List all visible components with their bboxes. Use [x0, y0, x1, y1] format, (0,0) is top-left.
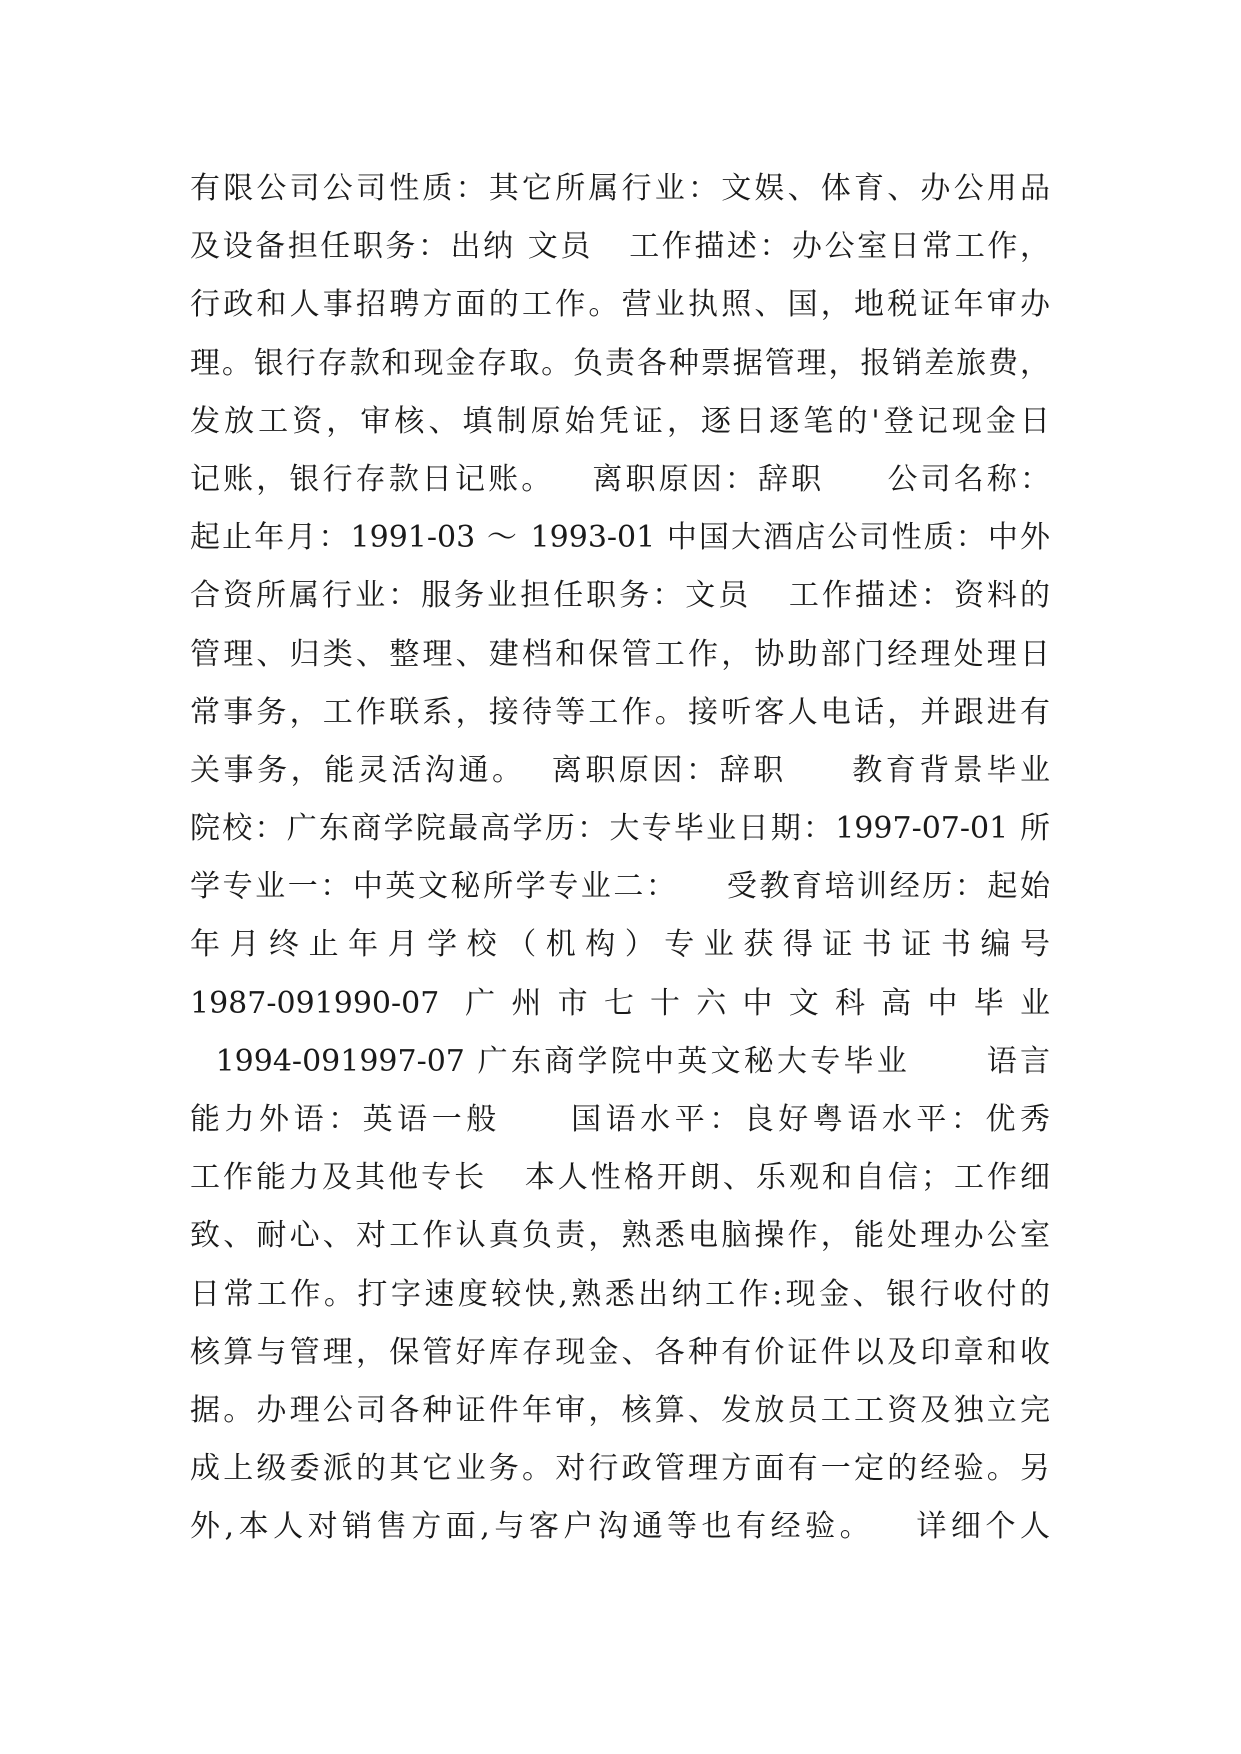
text-line: 及设备担任职务：出纳 文员 工作描述：办公室日常工作，	[190, 229, 1050, 265]
text-line: 致、耐心、对工作认真负责，熟悉电脑操作，能处理办公室	[190, 1218, 1050, 1254]
body-text	[190, 160, 1050, 1557]
text-line: 工作能力及其他专长 本人性格开朗、乐观和自信；工作细	[190, 1160, 1050, 1196]
text-line: 记账，银行存款日记账。 离职原因：辞职 公司名称：	[190, 461, 1050, 497]
text-line: 发放工资，审核、填制原始凭证，逐日逐笔的'登记现金日	[190, 403, 1050, 439]
text-line: 1994-091997-07 广东商学院中英文秘大专毕业 语言	[190, 1043, 1050, 1079]
text-line: 常事务，工作联系，接待等工作。接听客人电话，并跟进有	[190, 694, 1050, 730]
text-line: 有限公司公司性质：其它所属行业：文娱、体育、办公用品	[190, 171, 1050, 206]
text-line: 理。银行存款和现金存取。负责各种票据管理，报销差旅费，	[190, 345, 1050, 381]
text-line: 起止年月：1991-03 ～ 1993-01 中国大酒店公司性质：中外	[190, 520, 1050, 556]
text-line: 据。办理公司各种证件年审，核算、发放员工工资及独立完	[190, 1392, 1050, 1428]
text-line: 年月终止年月学校（机构）专业获得证书证书编号	[190, 927, 1050, 963]
text-line: 行政和人事招聘方面的工作。营业执照、国，地税证年审办	[190, 287, 1050, 323]
text-line: 成上级委派的其它业务。对行政管理方面有一定的经验。另	[190, 1451, 1050, 1487]
text-line: 学专业一：中英文秘所学专业二： 受教育培训经历：起始	[190, 869, 1050, 905]
text-line: 院校：广东商学院最高学历：大专毕业日期：1997-07-01 所	[190, 811, 1050, 847]
text-line: 日常工作。打字速度较快,熟悉出纳工作:现金、银行收付的	[190, 1276, 1050, 1312]
text-line: 1987-091990-07 广州市七十六中文科高中毕业	[190, 985, 1050, 1021]
text-line: 外,本人对销售方面,与客户沟通等也有经验。 详细个人	[190, 1509, 1050, 1545]
text-line: 核算与管理，保管好库存现金、各种有价证件以及印章和收	[190, 1334, 1050, 1370]
text-line: 关事务，能灵活沟通。 离职原因：辞职 教育背景毕业	[190, 752, 1050, 788]
text-line: 能力外语：英语一般 国语水平：良好粤语水平：优秀	[190, 1102, 1050, 1137]
text-line: 管理、归类、整理、建档和保管工作，协助部门经理处理日	[190, 636, 1050, 672]
text-line: 合资所属行业：服务业担任职务：文员 工作描述：资料的	[190, 578, 1050, 614]
